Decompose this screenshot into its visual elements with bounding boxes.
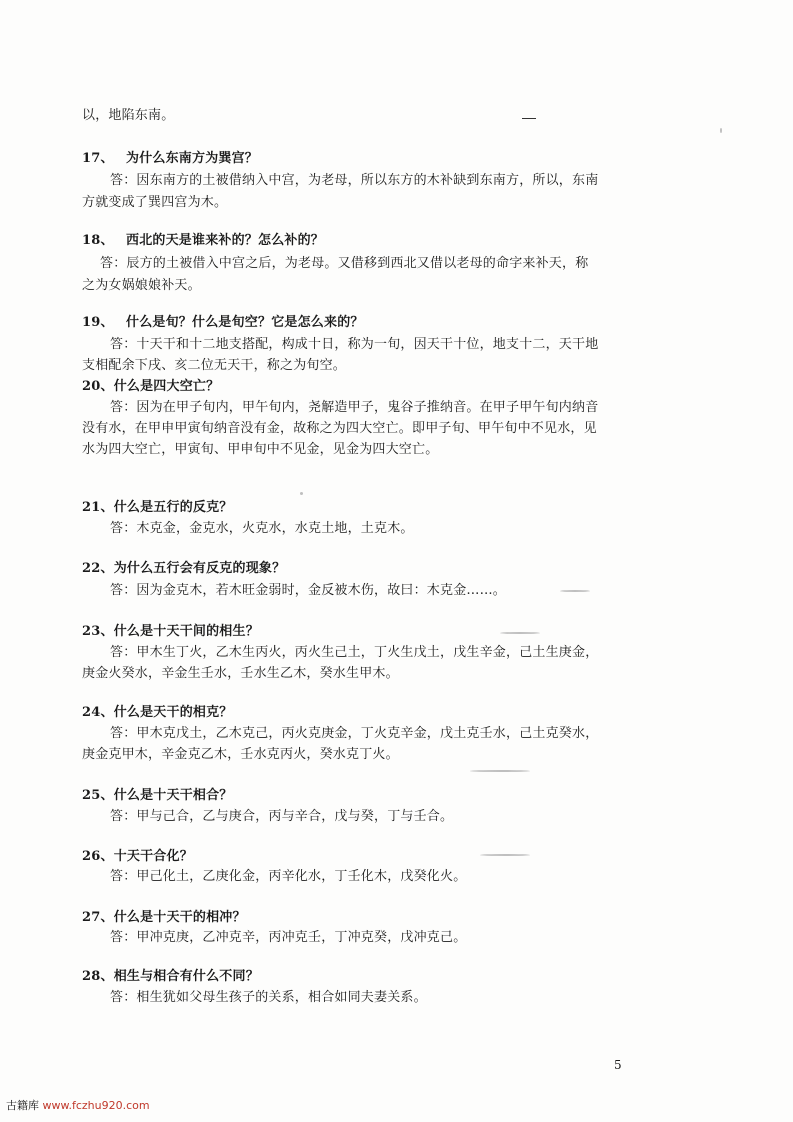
answer-20-line-1: 答：因为在甲子旬内，甲午旬内，尧解造甲子，鬼谷子推纳音。在甲子甲午旬内纳音 <box>110 400 599 415</box>
intro-line: 以，地陷东南。 <box>82 108 175 123</box>
answer-24-line-1: 答：甲木克戊土，乙木克己，丙火克庚金，丁火克辛金，戊土克壬水，己土克癸水， <box>110 726 599 741</box>
answer-17-line-1: 答：因东南方的土被借纳入中宫，为老母，所以东方的木补缺到东南方，所以，东南 <box>110 173 599 188</box>
answer-18-line-1: 答：辰方的土被借入中宫之后，为老母。又借移到西北又借以老母的命字来补天，称 <box>100 256 589 271</box>
scan-speck <box>300 492 303 495</box>
question-18: 18、 西北的天是谁来补的？怎么补的？ <box>82 233 325 248</box>
question-23: 23、什么是十天干间的相生？ <box>82 624 259 639</box>
answer-23-line-2: 庚金火癸水，辛金生壬水，壬水生乙木，癸水生甲木。 <box>82 666 399 681</box>
answer-22-line-1: 答：因为金克木，若木旺金弱时，金反被木伤，故曰：木克金……。 <box>110 583 507 598</box>
watermark-site-name: 古籍库 <box>6 1099 39 1112</box>
scan-speck <box>560 590 590 592</box>
question-21: 21、什么是五行的反克？ <box>82 500 233 515</box>
answer-19-line-2: 支相配余下戌、亥二位无天干，称之为旬空。 <box>82 358 347 373</box>
page-number: 5 <box>614 1058 622 1072</box>
answer-20-line-3: 水为四大空亡，甲寅旬、甲申旬中不见金，见金为四大空亡。 <box>82 442 439 457</box>
answer-18-line-2: 之为女娲娘娘补天。 <box>82 278 201 293</box>
question-19: 19、 什么是旬？什么是旬空？它是怎么来的？ <box>82 315 364 330</box>
answer-28-line-1: 答：相生犹如父母生孩子的关系，相合如同夫妻关系。 <box>110 990 427 1005</box>
question-27: 27、什么是十天干的相冲？ <box>82 910 246 925</box>
scan-speck <box>480 854 530 856</box>
scan-speck <box>470 770 530 772</box>
answer-24-line-2: 庚金克甲木，辛金克乙木，壬水克丙火，癸水克丁火。 <box>82 747 399 762</box>
watermark-url: www.fczhu920.com <box>42 1099 150 1112</box>
answer-21-line-1: 答：木克金，金克水，火克水，水克土地，土克木。 <box>110 521 414 536</box>
scan-speck <box>500 632 540 634</box>
answer-20-line-2: 没有水，在甲申甲寅旬纳音没有金，故称之为四大空亡。即甲子旬、甲午旬中不见水，见 <box>82 421 597 436</box>
answer-19-line-1: 答：十天干和十二地支搭配，构成十日，称为一旬，因天干十位，地支十二，天干地 <box>110 337 599 352</box>
question-25: 25、什么是十天干相合？ <box>82 788 233 803</box>
question-26: 26、十天干合化？ <box>82 849 193 864</box>
question-28: 28、相生与相合有什么不同？ <box>82 969 259 984</box>
site-watermark <box>6 1099 150 1113</box>
question-24: 24、什么是天干的相克？ <box>82 705 233 720</box>
question-22: 22、为什么五行会有反克的现象？ <box>82 561 286 576</box>
answer-27-line-1: 答：甲冲克庚，乙冲克辛，丙冲克壬，丁冲克癸，戊冲克己。 <box>110 930 467 945</box>
question-20: 20、什么是四大空亡？ <box>82 379 220 394</box>
question-17: 17、 为什么东南方为巽宫？ <box>82 151 259 166</box>
scan-mark <box>522 118 536 119</box>
scan-speck <box>720 128 722 133</box>
answer-25-line-1: 答：甲与己合，乙与庚合，丙与辛合，戊与癸，丁与壬合。 <box>110 809 454 824</box>
answer-23-line-1: 答：甲木生丁火，乙木生丙火，丙火生己土，丁火生戊土，戊生辛金，己土生庚金， <box>110 645 599 660</box>
answer-26-line-1: 答：甲己化土，乙庚化金，丙辛化水，丁壬化木，戊癸化火。 <box>110 869 467 884</box>
answer-17-line-2: 方就变成了巽四宫为木。 <box>82 195 228 210</box>
